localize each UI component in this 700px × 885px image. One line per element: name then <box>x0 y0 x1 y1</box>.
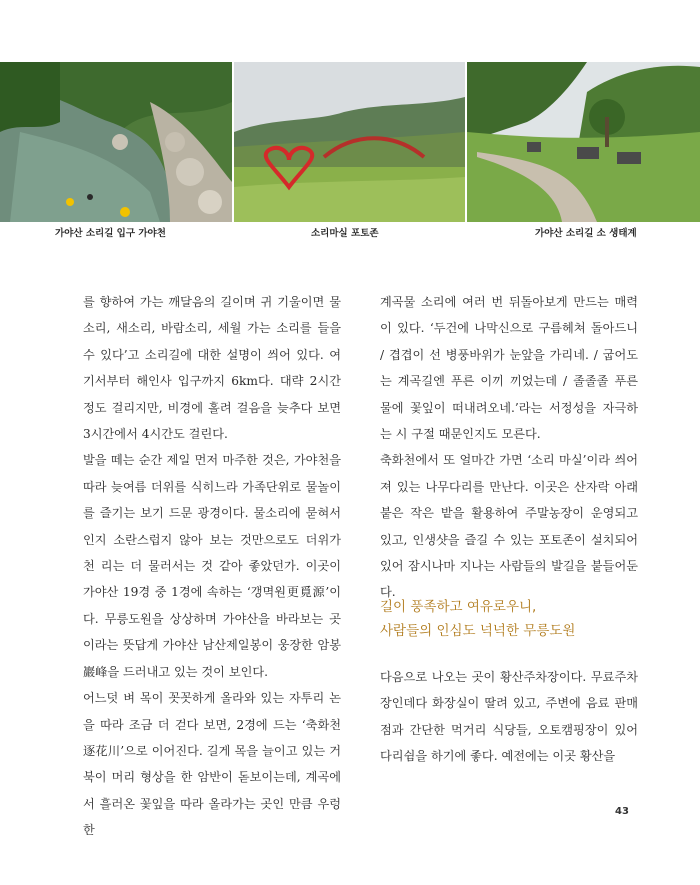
paragraph: 계곡물 소리에 여러 번 뒤돌아보게 만드는 매력이 있다. ‘두건에 나막신으로 구름헤쳐 돌아드니 / 겹겹이 선 병풍바위가 눈앞을 가리네. / 굽어도는 계곡길엔 푸른 이끼 끼었는데 / 졸졸졸 푸른 물에 꽃잎이 떠내려오네.’라는 서정성을 자극하는 시 구절 때문인지도 모른다. <box>380 295 638 442</box>
section-subheading <box>380 595 640 643</box>
photo-heart-photozone <box>234 62 465 222</box>
photo-valley-stream <box>0 62 232 222</box>
page-number: 43 <box>615 806 629 817</box>
subheading-line: 사람들의 인심도 넉넉한 무릉도원 <box>380 623 576 639</box>
article-right-column <box>380 289 638 606</box>
photo-caption: 가야산 소리길 소 생태계 <box>535 228 637 239</box>
paragraph: 다음으로 나오는 곳이 황산주차장이다. 무료주차장인데다 화장실이 딸려 있고, 주변에 음료 판매점과 간단한 먹거리 식당들, 오토캠핑장이 있어 다리쉼을 하기에 좋다. 예전에는 이곳 황산을 <box>380 670 638 764</box>
photo-forest-path <box>467 62 700 222</box>
paragraph: 어느덧 벼 목이 꼿꼿하게 올라와 있는 자투리 논을 따라 조금 더 걷다 보면, 2경에 드는 ‘축화천逐花川’으로 이어진다. 길게 목을 늘이고 있는 거북이 머리 형상을 한 암반이 돋보이는데, 계곡에서 흘러온 꽃잎을 따라 올라가는 곳인 만큼 우렁한 <box>83 691 341 838</box>
paragraph: 축화천에서 또 얼마간 가면 ‘소리 마실’이라 씌어져 있는 나무다리를 만난다. 이곳은 산자락 아래 붙은 작은 밭을 활용하여 주말농장이 운영되고 있고, 인생샷을 즐길 수 있는 포토존이 설치되어 있어 잠시나마 지나는 사람들의 발길을 붙들어둔다. <box>380 453 638 600</box>
paragraph: 를 향하여 가는 깨달음의 길이며 귀 기울이면 물소리, 새소리, 바람소리, 세월 가는 소리를 들을 수 있다’고 소리길에 대한 설명이 씌어 있다. 여기서부터 해인사 입구까지 6km다. 대략 2시간 정도 걸리지만, 비경에 홀려 걸음을 늦추다 보면 3시간에서 4시간도 걸린다. <box>83 295 341 442</box>
photo-caption: 가야산 소리길 입구 가야천 <box>55 228 166 239</box>
paragraph: 발을 떼는 순간 제일 먼저 마주한 것은, 가야천을 따라 늦여름 더위를 식히느라 가족단위로 물놀이를 즐기는 보기 드문 광경이다. 물소리에 묻혀서인지 소란스럽지 않아 보는 것만으로도 더위가 천 리는 더 물러서는 것 같아 좋았던가. 이곳이 가야산 19경 중 1경에 속하는 ‘갱멱원更覓源’이다. 무릉도원을 상상하며 가야산을 바라보는 곳이라는 뜻답게 가야산 남산제일봉이 웅장한 암봉巖峰을 드러내고 있는 것이 보인다. <box>83 453 341 679</box>
subheading-line: 길이 풍족하고 여유로우니, <box>380 599 537 615</box>
photo-caption: 소리마실 포토존 <box>311 228 379 239</box>
article-right-column-continued <box>380 664 638 770</box>
article-left-column <box>83 289 341 844</box>
